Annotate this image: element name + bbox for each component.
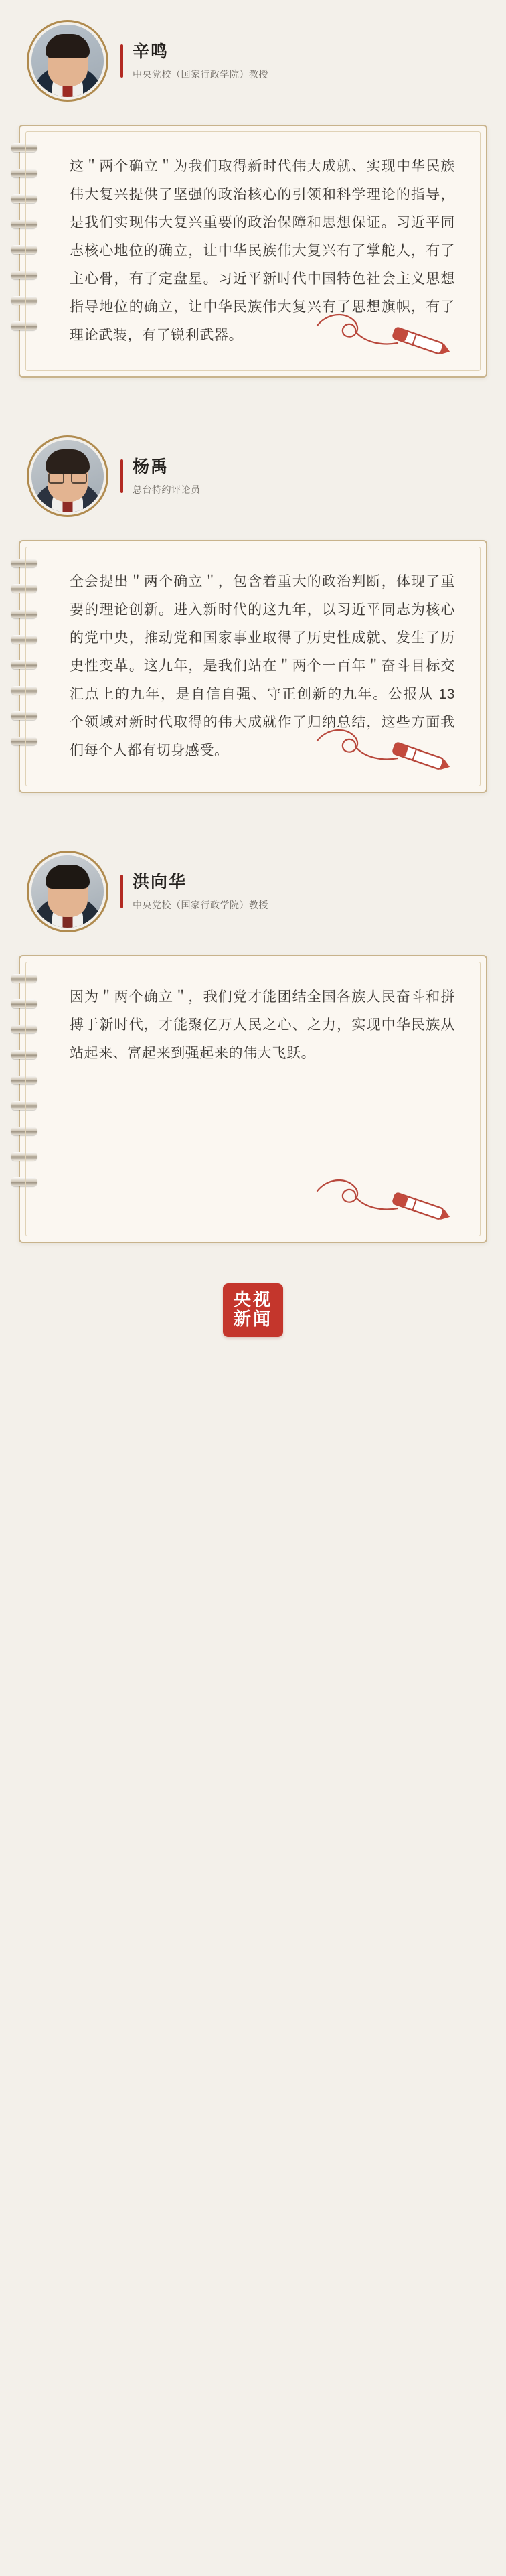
section-spacer-2 xyxy=(0,793,506,851)
spiral-ring xyxy=(11,1025,37,1033)
pen-icon xyxy=(313,717,454,777)
avatar xyxy=(27,20,108,102)
quote-text: 因为＂两个确立＂，我们党才能团结全国各族人民奋斗和拼搏于新时代，才能聚亿万人民之心、之力，实现中华民族从站起来、富起来到强起来的伟大飞跃。 xyxy=(70,989,455,1061)
expert-header-1 xyxy=(0,20,506,102)
pen-icon xyxy=(313,301,454,362)
expert-name: 洪向华 xyxy=(133,873,187,892)
accent-bar xyxy=(120,459,123,493)
expert-header-2 xyxy=(0,435,506,517)
avatar-hair xyxy=(46,449,90,474)
quote-text: 这＂两个确立＂为我们取得新时代伟大成就、实现中华民族伟大复兴提供了坚强的政治核心的引领和科学理论的指导，是我们实现伟大复兴重要的政治保障和思想保证。习近平同志核心地位的确立，让中华民族伟大复兴有了掌舵人，有了主心骨，有了定盘星。习近平新时代中国特色社会主义思想指导地位的确立，让中华民族伟大复兴有了思想旗帜，有了理论武装，有了锐利武器。 xyxy=(70,159,455,343)
spiral-ring xyxy=(11,1127,37,1135)
spiral-rings-2 xyxy=(11,559,37,774)
pen-icon xyxy=(313,1167,454,1227)
spiral-ring xyxy=(11,1050,37,1059)
spiral-ring xyxy=(11,974,37,983)
spiral-ring xyxy=(11,1101,37,1110)
quote-text: 全会提出＂两个确立＂，包含着重大的政治判断，体现了重要的理论创新。进入新时代的这九年，以习近平同志为核心的党中央，推动党和国家事业取得了历史性成就、发生了历史性变革。这九年，是我们站在＂两个一百年＂奋斗目标交汇点上的九年，是自信自强、守正创新的九年。公报从 13 个领域对新时代取得的伟大成就作了归纳总结，这些方面我们每个人都有切身感受。 xyxy=(70,574,460,758)
cctv-news-logo xyxy=(223,1283,283,1337)
logo-line-1: 央视 xyxy=(233,1289,272,1309)
logo-line-2: 新闻 xyxy=(233,1309,272,1330)
avatar xyxy=(27,435,108,517)
spiral-ring xyxy=(11,635,37,644)
avatar-image-3 xyxy=(31,855,104,928)
avatar-image-2 xyxy=(31,440,104,512)
expert-name-block-3 xyxy=(120,871,268,912)
expert-header-3 xyxy=(0,851,506,932)
spiral-ring xyxy=(11,321,37,330)
spiral-ring xyxy=(11,1076,37,1084)
top-spacer xyxy=(0,0,506,20)
quote-card-3 xyxy=(19,955,487,1243)
spiral-rings-1 xyxy=(11,143,37,359)
spiral-ring xyxy=(11,1177,37,1186)
expert-name: 杨禹 xyxy=(133,457,169,477)
expert-name-block-1 xyxy=(120,41,268,81)
avatar-glasses xyxy=(48,471,87,482)
section-spacer-1 xyxy=(0,378,506,435)
spiral-ring xyxy=(11,271,37,279)
avatar-image-1 xyxy=(31,25,104,97)
quote-card-1 xyxy=(19,125,487,378)
spiral-ring xyxy=(11,711,37,720)
spiral-rings-3 xyxy=(11,974,37,1224)
avatar xyxy=(27,851,108,932)
expert-title: 中央党校（国家行政学院）教授 xyxy=(133,899,268,910)
accent-bar xyxy=(120,44,123,78)
expert-name-block-2 xyxy=(120,456,201,496)
spiral-ring xyxy=(11,686,37,695)
spiral-ring xyxy=(11,169,37,177)
spiral-ring xyxy=(11,194,37,203)
spiral-ring xyxy=(11,296,37,305)
expert-name: 辛鸣 xyxy=(133,42,169,62)
spiral-ring xyxy=(11,999,37,1008)
spiral-ring xyxy=(11,220,37,228)
expert-title: 中央党校（国家行政学院）教授 xyxy=(133,68,268,80)
spiral-ring xyxy=(11,584,37,593)
footer xyxy=(0,1243,506,1370)
avatar-hair xyxy=(46,865,90,889)
spiral-ring xyxy=(11,245,37,254)
spiral-ring xyxy=(11,660,37,669)
spiral-ring xyxy=(11,610,37,618)
quote-card-2 xyxy=(19,540,487,793)
spiral-ring xyxy=(11,1152,37,1161)
accent-bar xyxy=(120,875,123,908)
spiral-ring xyxy=(11,559,37,567)
expert-title: 总台特约评论员 xyxy=(133,484,201,495)
spiral-ring xyxy=(11,143,37,152)
spiral-ring xyxy=(11,737,37,745)
avatar-hair xyxy=(46,34,90,58)
